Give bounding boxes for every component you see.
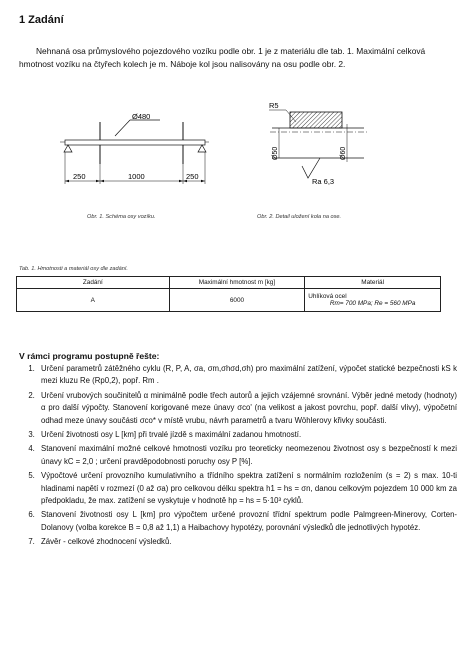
fig2-diameter-left: Ø50 bbox=[272, 146, 279, 160]
cell-mass: 6000 bbox=[169, 289, 305, 312]
figure-axle-schematic bbox=[60, 108, 210, 200]
task-list bbox=[19, 363, 457, 551]
material-props: Rm= 700 MPa; Re = 560 MPa bbox=[329, 300, 416, 307]
fig1-dim-left: 250 bbox=[73, 172, 86, 181]
figure2-caption: Obr. 2. Detail uložení kola na ose. bbox=[257, 214, 342, 220]
col-header-material: Materiál bbox=[305, 277, 441, 289]
figure1-caption: Obr. 1. Schéma osy vozíku. bbox=[87, 214, 156, 220]
fig2-radius-label: R5 bbox=[269, 101, 279, 110]
table-caption: Tab. 1. Hmotnosti a materiál osy dle zadání. bbox=[19, 266, 128, 272]
material-name: Uhlíková ocel bbox=[308, 293, 347, 300]
col-header-mass: Maximální hmotnost m [kg] bbox=[169, 277, 305, 289]
table-header-row bbox=[17, 277, 441, 289]
task-item-4: 4. Stanovení maximální možné celkové hmotnosti vozíku pro teoreticky neomezenou životnost osy s bezpečností k mezi únavy kC = 2,0 ; určení pravděpodobnosti poruchy osy P [%]. bbox=[37, 443, 457, 468]
fig1-dim-mid: 1000 bbox=[128, 172, 145, 181]
task-item-7: 7. Závěr - celkové zhodnocení výsledků. bbox=[37, 536, 457, 548]
cell-material bbox=[305, 289, 441, 312]
material-table bbox=[16, 276, 441, 312]
section-heading: 1 Zadání bbox=[19, 14, 64, 26]
tasks-title: V rámci programu postupně řešte: bbox=[19, 351, 160, 361]
fig1-dim-right: 250 bbox=[186, 172, 199, 181]
figure-wheel-seat-detail bbox=[252, 96, 372, 196]
fig2-roughness: Ra 6,3 bbox=[312, 177, 335, 186]
cell-zadani: A bbox=[17, 289, 170, 312]
col-header-zadani: Zadání bbox=[17, 277, 170, 289]
task-item-5: 5. Výpočtové určení provozního kumulativního a třídního spektra zatížení s normálním rozložením (s = 2) s max. 10-ti hladinami napětí v rozmezí (0 až σa) pro celkovou délku spektra h1 = hs = σn, danou celkovým pojezdem 10 000 km za předpokladu, že max. zatížení se vyskytuje v hodnotě hp = hs = 5·10³ cyklů. bbox=[37, 470, 457, 507]
table-row bbox=[17, 289, 441, 312]
task-item-1: 1. Určení parametrů zátěžného cyklu (R, P, A, σa, σm,σhσd,σh) pro maximální zatížení, výpočet statické bezpečnosti kS k mezi kluzu Re (Rp0,2), popř. Rm . bbox=[37, 363, 457, 388]
intro-text: Nehnaná osa průmyslového pojezdového vozíku podle obr. 1 je z materiálu dle tab. 1. Maximální celková hmotnost vozíku na čtyřech kolech je m. Náboje kol jsou nalisovány na osu podle obr. 2. bbox=[19, 46, 426, 69]
fig2-diameter-right: Ø60 bbox=[340, 146, 347, 160]
task-item-6: 6. Stanovení životnosti osy L [km] pro výpočtem určené provozní třídní spektrum podle Palmgreen-Minerovy, Corten-Dolanovy (volba korekce B = 0,8 až 1,1) a Haibachovy hypotézy, porovnání výsledků dle jednotlivých hypotéz. bbox=[37, 509, 457, 534]
fig1-diameter-label: Ø480 bbox=[132, 112, 151, 121]
task-item-3: 3. Určení životnosti osy L [km] při trvalé jízdě s maximální zadanou hmotností. bbox=[37, 429, 457, 441]
intro-paragraph bbox=[19, 45, 439, 71]
task-item-2: 2. Určení vrubových součinitelů α minimálně podle třech autorů a jejich vzájemné srovnání. Výběr jedné metody (hodnoty) α pro další výpočty. Stanovení korigované meze únavy σco' (na velikost a jakost povrchu, popř. další vlivy), výpočetní odhad meze únavy součásti σco* v místě vrubu, návrh parametrů a tvaru Wöhlerovy křivky součásti. bbox=[37, 390, 457, 427]
